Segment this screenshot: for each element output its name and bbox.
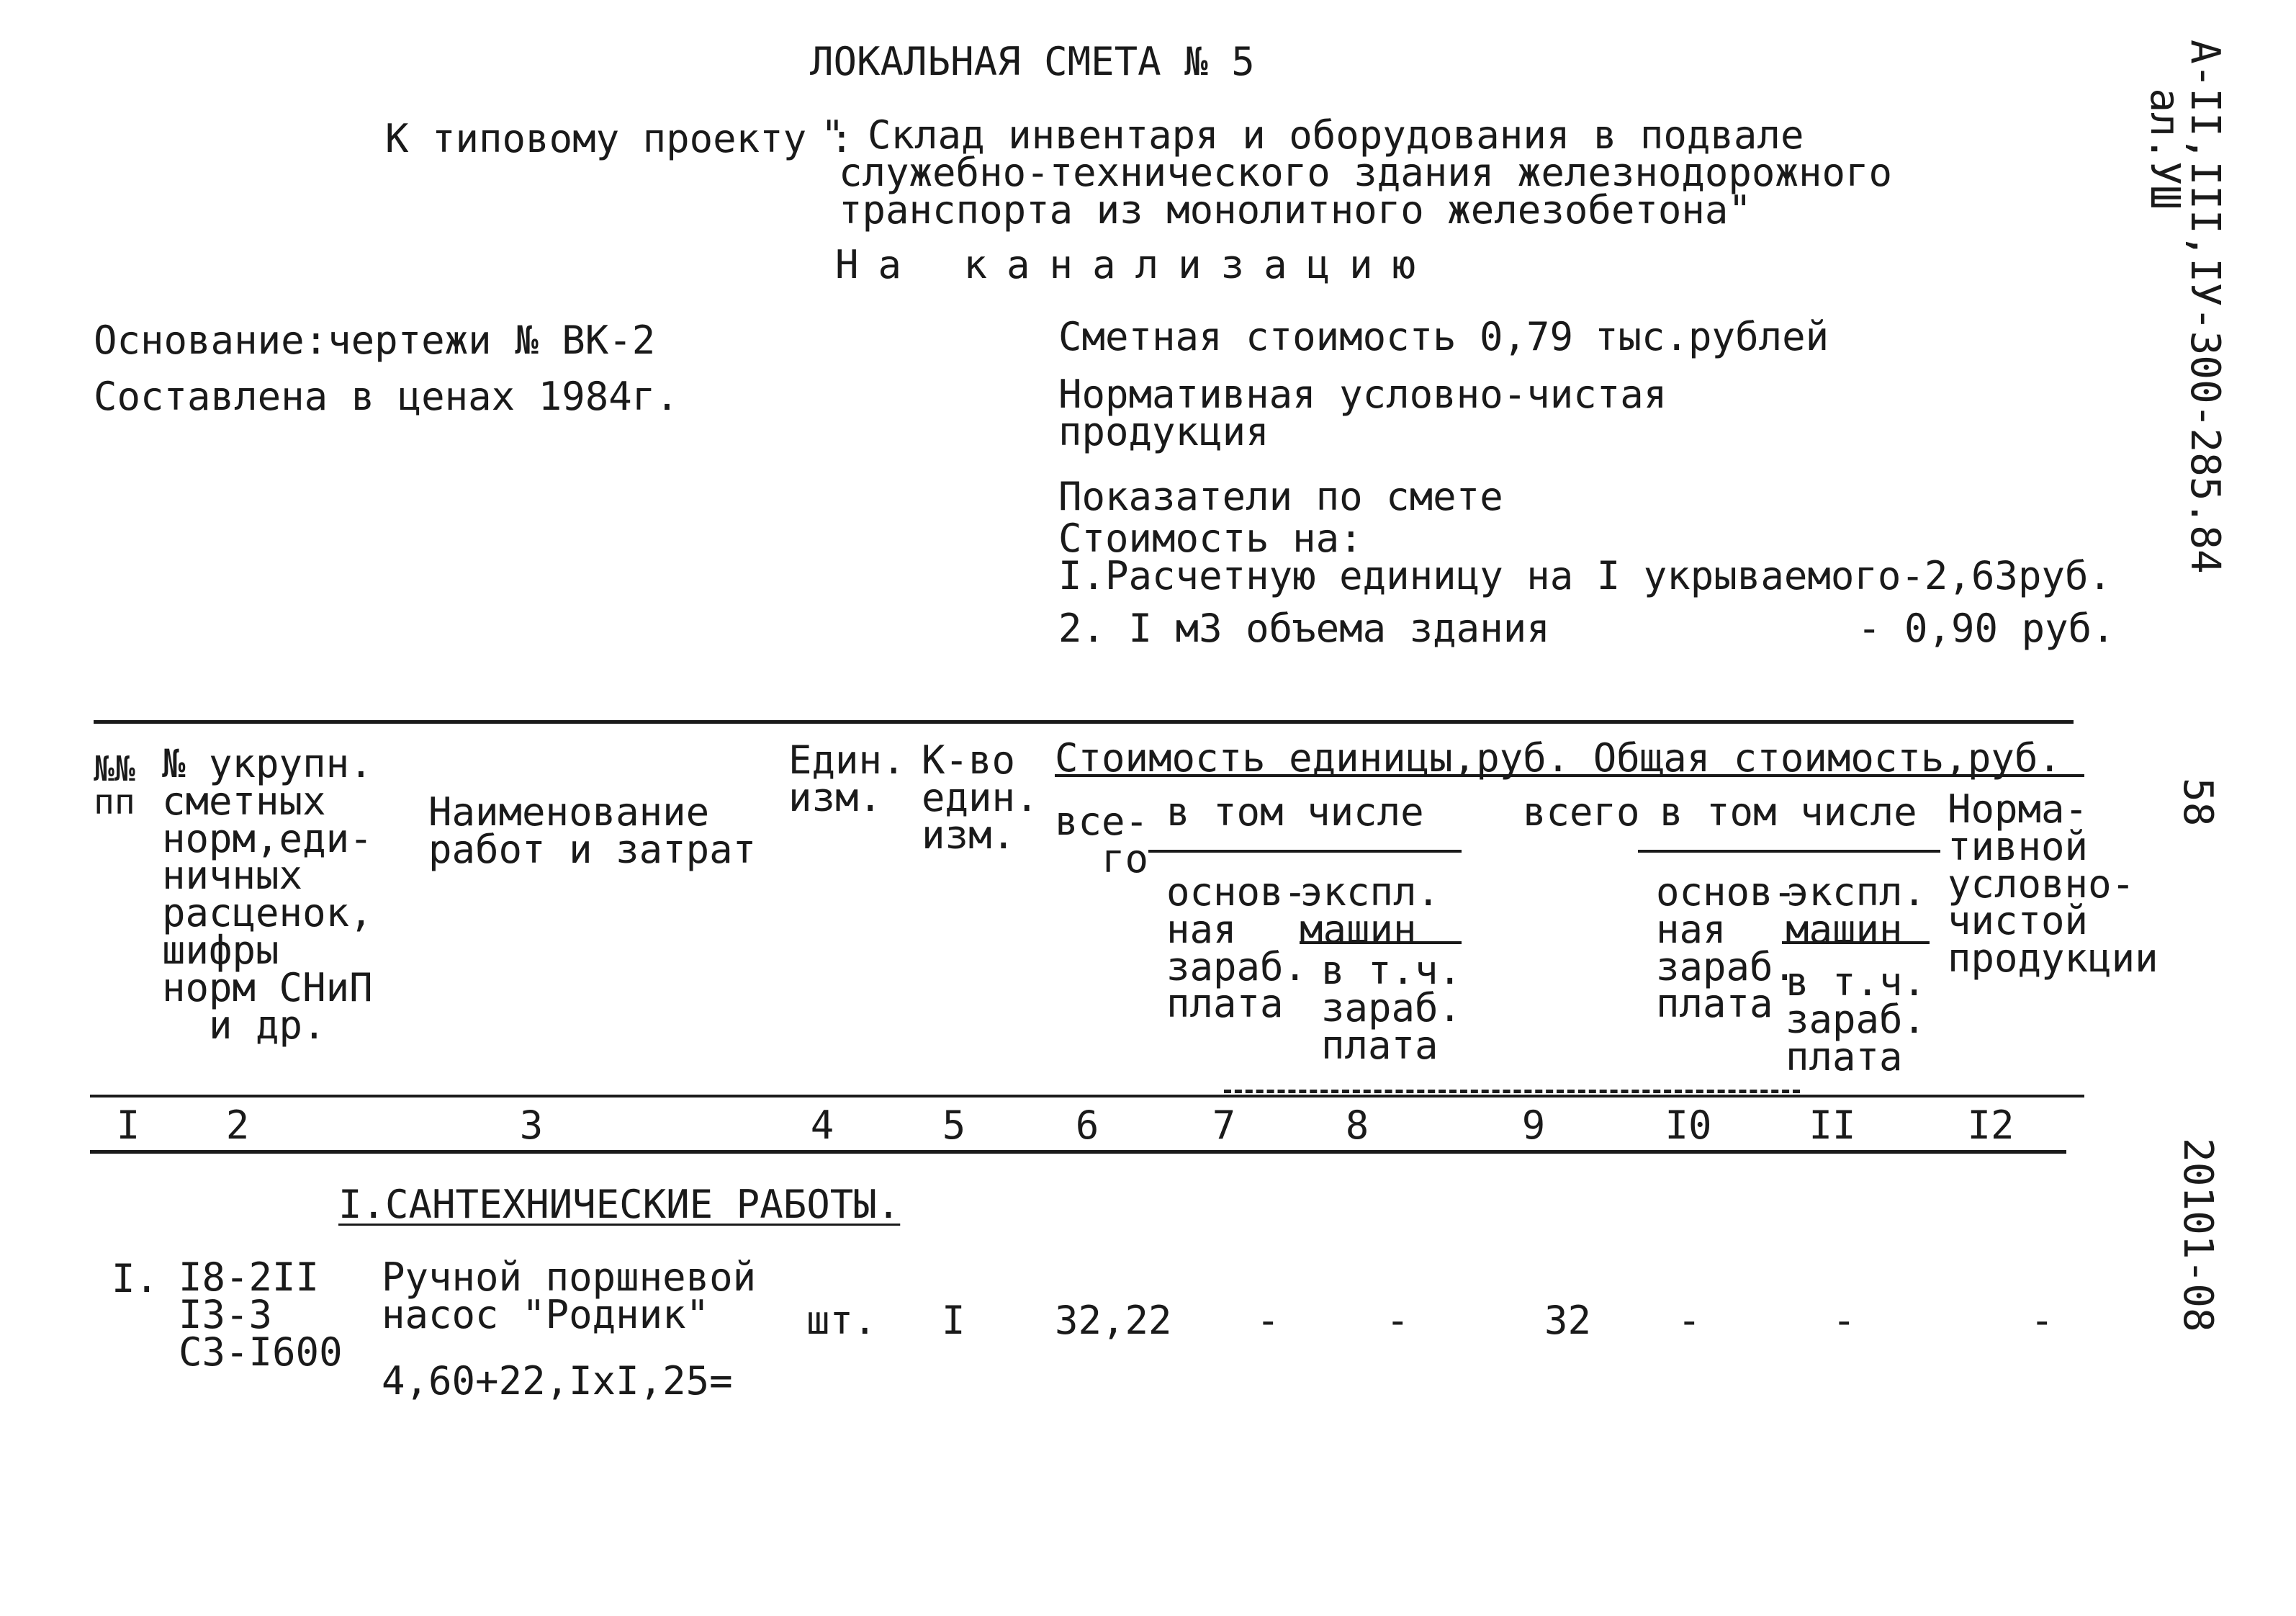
- header-unit-machines: экспл. машин: [1300, 869, 1441, 952]
- row-quantity: I: [942, 1298, 965, 1343]
- row-work-name: Ручной поршневой насос "Родник": [382, 1254, 757, 1337]
- row-total-machines: -: [1832, 1298, 1856, 1343]
- header-col-norm-codes: № укрупн. сметных норм,еди- ничных расценок, шифры норм СНиП и др.: [162, 741, 373, 1048]
- indicator-volume-value: - 0,90 руб.: [1858, 606, 2115, 651]
- normative-output-label: Нормативная условно-чистая продукция: [1058, 372, 1667, 454]
- basis-prices: Составлена в ценах 1984г.: [94, 374, 679, 419]
- estimated-cost-unit: тыс.рублей: [1595, 314, 1829, 359]
- header-cost-group: Стоимость единицы,руб. Общая стоимость,руб.: [1055, 735, 2061, 781]
- incl-rule-2: [1638, 850, 1940, 853]
- header-dashed-rule: [1224, 1090, 1800, 1093]
- header-normative-output: Норма- тивной условно- чистой продукции: [1948, 786, 2158, 982]
- estimate-subject: На канализацию: [835, 242, 1436, 287]
- row-unit-total: 32,22: [1055, 1298, 1172, 1343]
- header-col-work-name: Наименование работ и затрат: [428, 789, 757, 872]
- header-total-machines: экспл. машин: [1786, 869, 1927, 952]
- header-unit-basic-wage: основ- ная зараб. плата: [1166, 869, 1307, 1027]
- col-number: I0: [1665, 1103, 1712, 1148]
- indicator-unit-cost: I.Расчетную единицу на I укрываемого-2,63руб.: [1058, 553, 2112, 598]
- header-total-incl: в том числе: [1660, 789, 1917, 835]
- header-total-basic-wage: основ- ная зараб. плата: [1656, 869, 1797, 1027]
- header-col-index: №№ пп: [94, 749, 135, 823]
- header-col-quantity: К-во един. изм.: [922, 737, 1039, 858]
- header-bottom-rule: [90, 1095, 2084, 1097]
- row-normative-output: -: [2030, 1298, 2054, 1343]
- incl-rule-1: [1148, 850, 1462, 853]
- row-total: 32: [1544, 1298, 1592, 1343]
- indicators-title: Показатели по смете: [1058, 474, 1503, 519]
- header-col-unit: Един. изм.: [788, 737, 906, 820]
- col-number: 3: [519, 1103, 544, 1148]
- col-number: 9: [1521, 1103, 1546, 1148]
- row-unit: шт.: [806, 1298, 877, 1343]
- col-number: 6: [1075, 1103, 1099, 1148]
- col-number: 7: [1212, 1103, 1236, 1148]
- col-number: I: [116, 1103, 140, 1148]
- header-total: всего: [1523, 789, 1640, 835]
- estimated-cost-label: Сметная стоимость: [1058, 314, 1457, 359]
- col-number: 8: [1345, 1103, 1369, 1148]
- project-label: К типовому проекту :: [385, 116, 854, 161]
- row-unit-wage: -: [1256, 1298, 1280, 1343]
- header-unit-machine-wage: в т.ч. зараб. плата: [1321, 948, 1462, 1068]
- row-calculation: 4,60+22,IxI,25=: [382, 1358, 733, 1404]
- header-unit-incl: в том числе: [1166, 789, 1424, 835]
- row-total-wage: -: [1678, 1298, 1701, 1343]
- project-name-line3: транспорта из монолитного железобетона": [839, 187, 1752, 233]
- col-number: 4: [810, 1103, 834, 1148]
- col-number: 2: [225, 1103, 250, 1148]
- basis-drawings: Основание:чертежи № ВК-2: [94, 318, 656, 363]
- col-number: I2: [1967, 1103, 2014, 1148]
- estimated-cost-value: 0,79: [1480, 314, 1574, 359]
- row-unit-machines: -: [1386, 1298, 1410, 1343]
- row-norm-codes: I8-2II I3-3 С3-I600: [179, 1254, 343, 1375]
- page-number-side: 58: [2174, 778, 2221, 827]
- cost-for-label: Стоимость на:: [1058, 516, 1363, 561]
- page-title: ЛОКАЛЬНАЯ СМЕТА № 5: [810, 39, 1255, 84]
- section-title: I.САНТЕХНИЧЕСКИЕ РАБОТЫ.: [338, 1182, 901, 1227]
- header-total-machine-wage: в т.ч. зараб. плата: [1786, 959, 1927, 1079]
- project-name-line2: служебно-технического здания железнодорожного: [839, 150, 1892, 195]
- col-number: 5: [942, 1103, 966, 1148]
- document-number-side: 20101-08: [2174, 1138, 2221, 1332]
- row-number: I.: [112, 1256, 159, 1301]
- header-unit-total: все- го: [1055, 799, 1149, 881]
- col-number: II: [1809, 1103, 1856, 1148]
- project-code-side: А-II,III,IУ-300-285.84 ал.УШ: [2141, 40, 2228, 574]
- col-numbers-bottom-rule: [90, 1150, 2066, 1154]
- indicator-volume-label: 2. I м3 объема здания: [1058, 606, 1550, 651]
- project-name-line1: " Склад инвентаря и оборудования в подвале: [821, 112, 1804, 158]
- table-top-rule: [94, 720, 2074, 724]
